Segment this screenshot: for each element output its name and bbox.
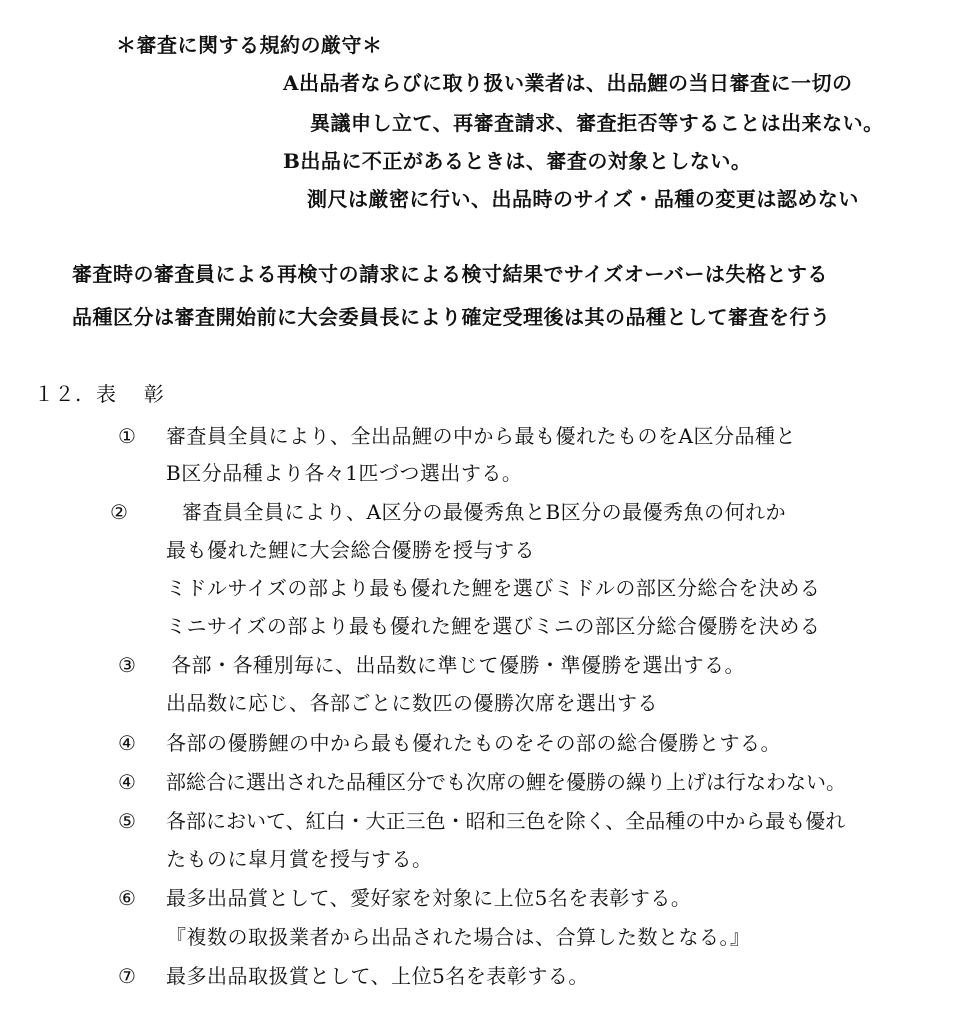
item-text: 各部・各種別毎に、出品数に準じて優勝・準優勝を選出する。 <box>171 653 745 677</box>
item-text: 各部の優勝鯉の中から最も優れたものをその部の総合優勝とする。 <box>166 731 781 755</box>
item-text: 各部において、紅白・大正三色・昭和三色を除く、全品種の中から最も優れ <box>166 809 846 833</box>
item-text: たものに皐月賞を授与する。 <box>166 847 433 871</box>
rule-a-line-2: 異議申し立て、再審査請求、審査拒否等することは出来ない。 <box>310 111 884 135</box>
item-text: B区分品種より各々1匹づつ選出する。 <box>166 461 523 485</box>
item-marker: ① <box>118 424 136 448</box>
item-marker: ④ <box>118 770 136 794</box>
item-marker: ⑦ <box>118 964 136 988</box>
item-text: 出品数に応じ、各部ごとに数匹の優勝次席を選出する <box>166 691 658 715</box>
item-text: 部総合に選出された品種区分でも次席の鯉を優勝の繰り上げは行なわない。 <box>166 770 846 794</box>
item-marker: ④ <box>118 731 136 755</box>
item-marker: ⑤ <box>118 809 136 833</box>
item-text: 『複数の取扱業者から出品された場合は、合算した数となる。』 <box>166 925 751 949</box>
item-text: 最も優れた鯉に大会総合優勝を授与する <box>166 538 535 562</box>
rule-a-line-1: A出品者ならびに取り扱い業者は、出品鯉の当日審査に一切の <box>283 71 853 95</box>
rules-note-1: 審査時の審査員による再検寸の請求による検寸結果でサイズオーバーは失格とする <box>72 262 828 286</box>
item-text: 最多出品取扱賞として、上位5名を表彰する。 <box>166 964 589 988</box>
item-text: ミドルサイズの部より最も優れた鯉を選びミドルの部区分総合を決める <box>166 576 821 600</box>
item-marker: ② <box>110 500 128 524</box>
item-text: 最多出品賞として、愛好家を対象に上位5名を表彰する。 <box>166 886 692 910</box>
item-marker: ③ <box>118 653 136 677</box>
item-text: 審査員全員により、全出品鯉の中から最も優れたものをA区分品種と <box>166 424 796 448</box>
item-text: ミニサイズの部より最も優れた鯉を選びミニの部区分総合優勝を決める <box>166 614 821 638</box>
rules-title: ＊審査に関する規約の厳守＊ <box>116 33 383 57</box>
section-title: 表 彰 <box>96 382 165 406</box>
rules-note-2: 品種区分は審査開始前に大会委員長により確定受理後は其の品種として審査を行う <box>72 305 831 329</box>
section-number: １２. <box>34 382 82 406</box>
rule-b-line-2: 測尺は厳密に行い、出品時のサイズ・品種の変更は認めない <box>307 187 859 211</box>
rule-b-line-1: B出品に不正があるときは、審査の対象としない。 <box>283 149 752 173</box>
item-marker: ⑥ <box>118 886 136 910</box>
item-text: 審査員全員により、A区分の最優秀魚とB区分の最優秀魚の何れか <box>182 500 787 524</box>
